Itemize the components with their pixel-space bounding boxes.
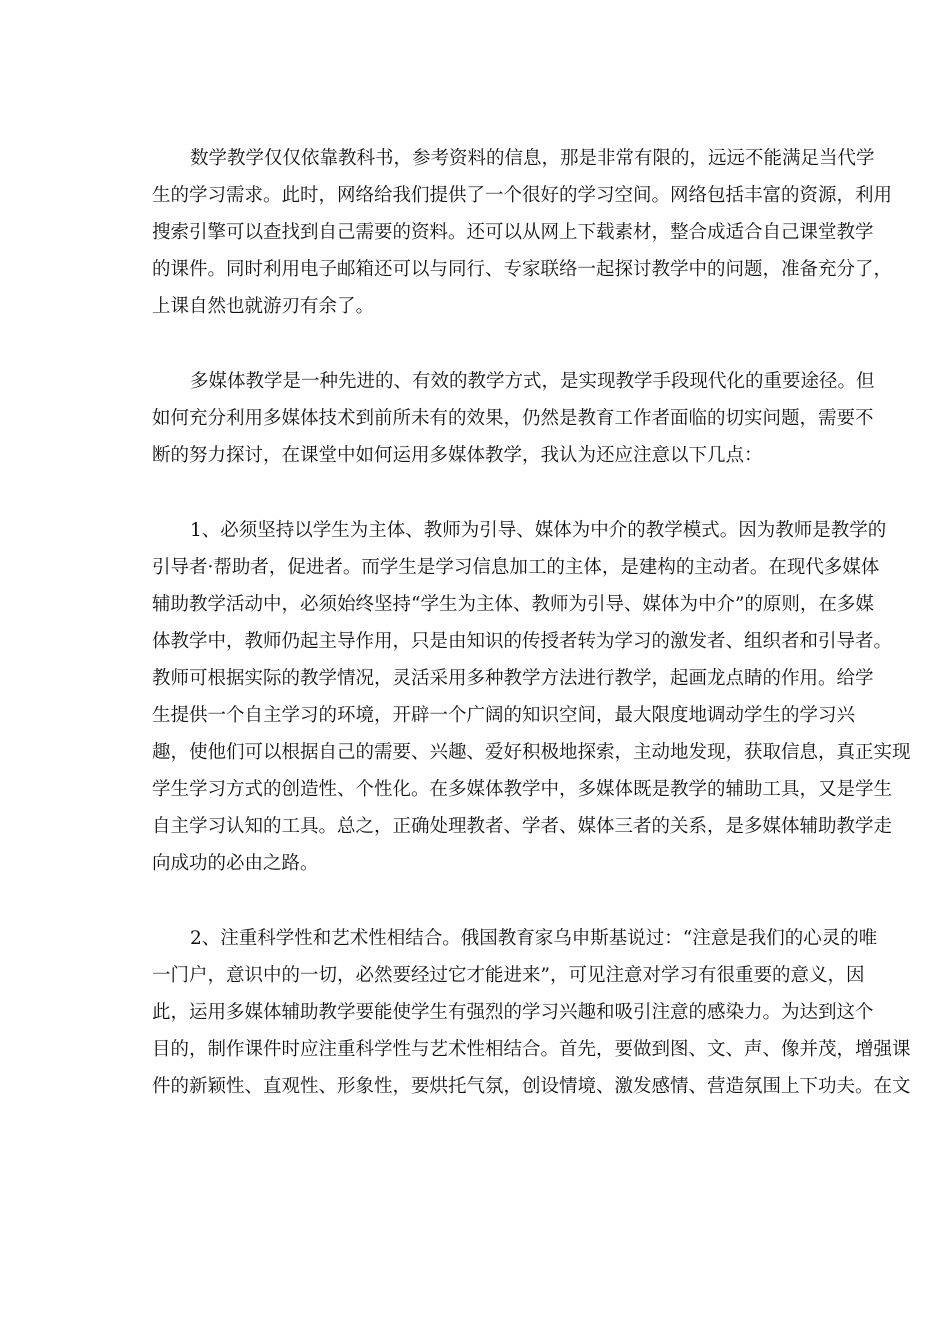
- paragraph-line: 上课自然也就游刃有余了。: [152, 296, 375, 317]
- paragraph-line: 多媒体教学是一种先进的、有效的教学方式，是实现教学手段现代化的重要途径。但: [190, 371, 875, 392]
- paragraph-line: 生的学习需求。此时，网络给我们提供了一个很好的学习空间。网络包括丰富的资源，利用: [152, 185, 893, 206]
- paragraph-line: 学生学习方式的创造性、个性化。在多媒体教学中，多媒体既是教学的辅助工具，又是学生: [152, 779, 893, 800]
- paragraph-line: 一门户，意识中的一切，必然要经过它才能进来”，可见注意对学习有很重要的意义，因: [152, 965, 865, 986]
- paragraph-line: 此，运用多媒体辅助教学要能使学生有强烈的学习兴趣和吸引注意的感染力。为达到这个: [152, 1002, 874, 1023]
- paragraph-line: 辅助教学活动中，必须始终坚持“学生为主体、教师为引导、媒体为中介”的原则，在多媒: [152, 594, 874, 615]
- paragraph-line: 目的，制作课件时应注重科学性与艺术性相结合。首先，要做到图、文、声、像并茂，增强课: [152, 1039, 911, 1060]
- paragraph-line: 体教学中，教师仍起主导作用，只是由知识的传授者转为学习的激发者、组织者和引导者。: [152, 631, 893, 652]
- paragraph-line: 生提供一个自主学习的环境，开辟一个广阔的知识空间，最大限度地调动学生的学习兴: [152, 705, 856, 726]
- paragraph-line: 断的努力探讨，在课堂中如何运用多媒体教学，我认为还应注意以下几点：: [152, 445, 763, 466]
- paragraph-line: 数学教学仅仅依靠教科书，参考资料的信息，那是非常有限的，远远不能满足当代学: [190, 148, 875, 169]
- paragraph-line: 搜索引擎可以查找到自己需要的资料。还可以从网上下载素材，整合成适合自己课堂教学: [152, 222, 874, 243]
- paragraph-line: 向成功的必由之路。: [152, 853, 319, 874]
- paragraph-line: 的课件。同时利用电子邮箱还可以与同行、专家联络一起探讨教学中的问题，准备充分了，: [152, 259, 893, 280]
- paragraph-2: [152, 363, 875, 474]
- paragraph-line: 如何充分利用多媒体技术到前所未有的效果，仍然是教育工作者面临的切实问题，需要不: [152, 408, 874, 429]
- paragraph-1: [152, 140, 893, 325]
- paragraph-line: 趣，使他们可以根据自己的需要、兴趣、爱好积极地探索，主动地发现，获取信息，真正实现: [152, 742, 911, 763]
- paragraph-line: 2、注重科学性和艺术性相结合。俄国教育家乌申斯基说过：“注意是我们的心灵的唯: [190, 928, 878, 949]
- document-body: [152, 140, 911, 1143]
- paragraph-line: 引导者·帮助者，促进者。而学生是学习信息加工的主体，是建构的主动者。在现代多媒体: [152, 557, 880, 578]
- paragraph-3: [152, 512, 911, 882]
- paragraph-4: [152, 920, 911, 1105]
- paragraph-line: 件的新颖性、直观性、形象性，要烘托气氛，创设情境、激发感情、营造氛围上下功夫。在文: [152, 1076, 911, 1097]
- paragraph-line: 自主学习认知的工具。总之，正确处理教者、学者、媒体三者的关系，是多媒体辅助教学走: [152, 816, 893, 837]
- paragraph-line: 1、必须坚持以学生为主体、教师为引导、媒体为中介的教学模式。因为教师是教学的: [190, 520, 887, 541]
- paragraph-line: 教师可根据实际的教学情况，灵活采用多种教学方法进行教学，起画龙点睛的作用。给学: [152, 668, 874, 689]
